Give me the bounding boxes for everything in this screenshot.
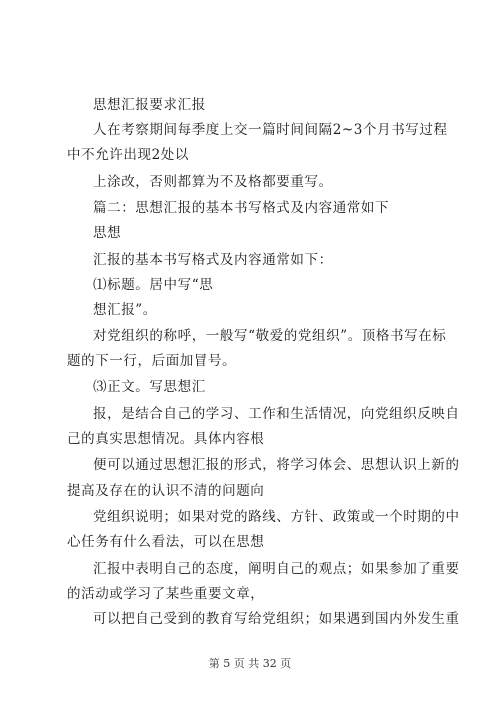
doc-line-5: 篇二：思想汇报的基本书写格式及内容通常如下 [93, 200, 390, 216]
doc-line-8: ⑴标题。居中写“思 [93, 277, 214, 293]
doc-line-21: 可以把自己受到的教育写给党组织；如果遇到国内外发生重 [93, 611, 460, 627]
doc-line-3: 中不允许出现2处以 [67, 147, 189, 163]
doc-line-17: 党组织说明；如果对党的路线、方针、政策或一个时期的中 [93, 509, 460, 525]
doc-line-10: 对党组织的称呼，一般写“敬爱的党组织”。顶格书写在标 [93, 328, 447, 344]
doc-line-6: 思想 [93, 225, 122, 241]
doc-line-4: 上涂改，否则都算为不及格都要重写。 [93, 174, 333, 190]
doc-line-13: 报，是结合自己的学习、工作和生活情况，向党组织反映自 [93, 406, 460, 422]
doc-line-2: 人在考察期间每季度上交一篇时间间隔2~3个月书写过程 [93, 122, 448, 138]
doc-line-15: 便可以通过思想汇报的形式，将学习体会、思想认识上新的 [93, 457, 460, 473]
doc-line-9: 想汇报”。 [93, 302, 157, 318]
doc-line-1: 思想汇报要求汇报 [93, 97, 206, 113]
page-footer: 第 5 页 共 32 页 [208, 657, 292, 670]
doc-line-20: 的活动或学习了某些重要文章， [67, 586, 265, 602]
doc-line-14: 己的真实思想情况。具体内容根 [67, 431, 265, 447]
doc-line-16: 提高及存在的认识不清的问题向 [67, 483, 265, 499]
doc-line-12: ⑶正文。写思想汇 [93, 379, 206, 395]
doc-line-11: 题的下一行，后面加冒号。 [67, 353, 237, 369]
doc-line-7: 汇报的基本书写格式及内容通常如下： [93, 252, 333, 268]
doc-line-19: 汇报中表明自己的态度，阐明自己的观点；如果参加了重要 [93, 561, 460, 577]
doc-line-18: 心任务有什么看法，可以在思想 [67, 534, 265, 550]
